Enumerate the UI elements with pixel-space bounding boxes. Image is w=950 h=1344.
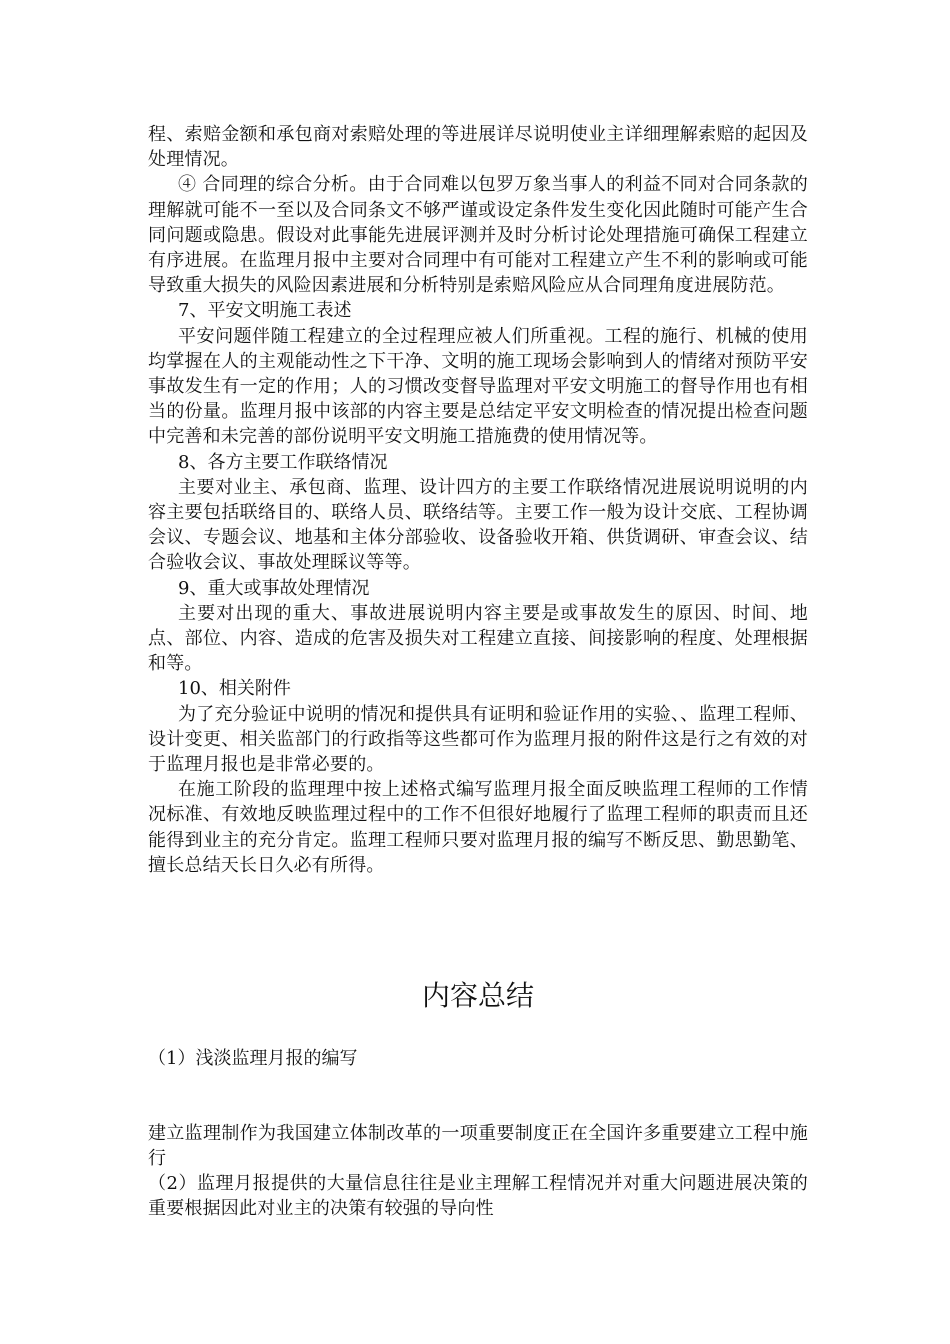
summary-item-2: （2）监理月报提供的大量信息往往是业主理解工程情况并对重大问题进展决策的重要根据因此对业主的决策有较强的导向性 [148, 1173, 808, 1219]
paragraph-safety: 平安问题伴随工程建立的全过程理应被人们所重视。工程的施行、机械的使用均掌握在人的主观能动性之下干净、文明的施工现场会影响到人的情绪对预防平安事故发生有一定的作用；人的习惯改变督导监理对平安文明施工的督导作用也有相当的份量。监理月报中该部的内容主要是总结定平安文明检查的情况提出检查问题中完善和未完善的部份说明平安文明施工措施费的使用情况等。 [148, 325, 808, 448]
section-heading-8: 8、各方主要工作联络情况 [178, 451, 388, 473]
section-heading-7: 7、平安文明施工表述 [178, 300, 352, 322]
summary-item-1: （1）浅淡监理月报的编写 [148, 1048, 358, 1069]
paragraph-attachments: 为了充分验证中说明的情况和提供具有证明和验证作用的实验、、监理工程师、设计变更、相关监部门的行政指等这些都可作为监理月报的附件这是行之有效的对于监理月报也是非常必要的。 [148, 703, 808, 776]
paragraph-accidents: 主要对出现的重大、事故进展说明内容主要是或事故发生的原因、时间、地点、部位、内容、造成的危害及损失对工程建立直接、间接影响的程度、处理根据和等。 [148, 602, 808, 675]
summary-block [148, 1121, 808, 1221]
section-heading-10: 10、相关附件 [178, 678, 291, 700]
paragraph-conclusion: 在施工阶段的监理理中按上述格式编写监理月报全面反映监理工程师的工作情况标准、有效地反映监理过程中的工作不但很好地履行了监理工程师的职责而且还能得到业主的充分肯定。监理工程师只要对监理月报的编写不断反思、勤思勤笔、擅长总结天长日久必有所得。 [148, 779, 808, 876]
summary-title: 内容总结 [421, 979, 534, 1012]
summary-paragraph: 建立监理制作为我国建立体制改革的一项重要制度正在全国许多重要建立工程中施行 [148, 1123, 808, 1169]
paragraph-contract-analysis: ④ 合同理的综合分析。由于合同难以包罗万象当事人的利益不同对合同条款的理解就可能不一至以及合同条文不够严谨或设定条件发生变化因此随时可能产生合同问题或隐患。假设对此事能先进展评测并及时分析讨论处理措施可确保工程建立有序进展。在监理月报中主要对合同理中有可能对工程建立产生不利的影响或可能导致重大损失的风险因素进展和分析特别是索赔风险应从合同理角度进展防范。 [148, 174, 808, 297]
paragraph-liaison: 主要对业主、承包商、监理、设计四方的主要工作联络情况进展说明说明的内容主要包括联络目的、联络人员、联络结等。主要工作一般为设计交底、工程协调会议、专题会议、地基和主体分部验收、设备验收开箱、供货调研、审查会议、结合验收会议、事故处理睬议等等。 [148, 476, 808, 574]
paragraph-claims-continued: 程、索赔金额和承包商对索赔处理的等进展详尽说明使业主详细理解索赔的起因及处理情况。 [148, 124, 808, 171]
document-body [148, 122, 808, 878]
section-heading-9: 9、重大或事故处理情况 [178, 577, 370, 599]
